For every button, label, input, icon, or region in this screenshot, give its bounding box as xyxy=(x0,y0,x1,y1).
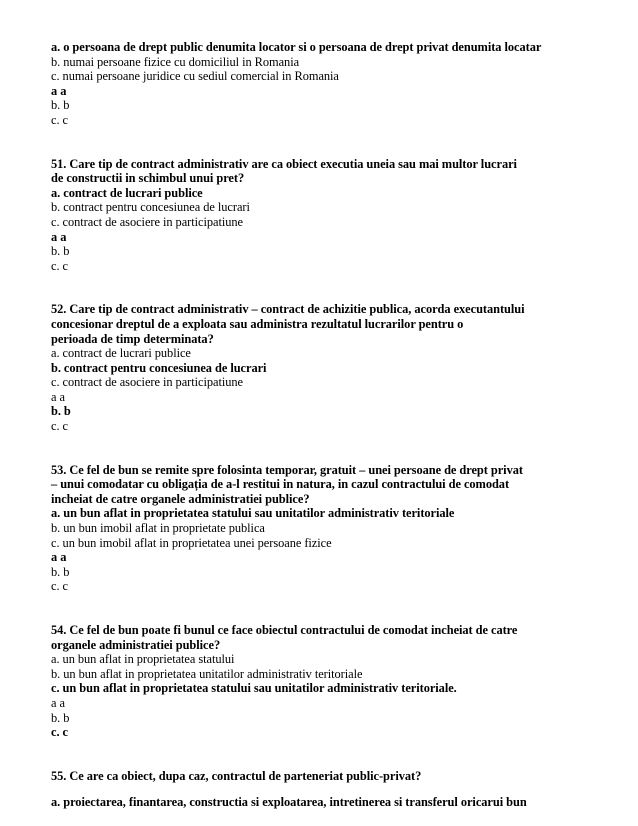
question-block xyxy=(51,302,611,433)
text-line: b. b xyxy=(51,244,70,259)
text-line: c. contract de asociere in participatiune xyxy=(51,375,243,390)
text-line: a a xyxy=(51,550,67,565)
text-line: c. numai persoane juridice cu sediul comercial in Romania xyxy=(51,69,339,84)
text-line: b. b xyxy=(51,98,70,113)
block-spacer xyxy=(51,783,611,795)
text-line: de constructii in schimbul unui pret? xyxy=(51,171,245,186)
block-spacer xyxy=(51,594,611,623)
text-line: c. c xyxy=(51,419,68,434)
question-line: a. o persoana de drept public denumita locator si o persoana de drept privat denumita locatar xyxy=(51,40,542,54)
text-line: b. contract pentru concesiunea de lucrari xyxy=(51,200,250,215)
text-line: perioada de timp determinata? xyxy=(51,331,214,346)
text-line: a. contract de lucrari publice xyxy=(51,346,191,361)
question-block xyxy=(51,40,611,128)
text-line: c. un bun imobil aflat in proprietatea unei persoane fizice xyxy=(51,535,332,550)
question-block xyxy=(51,795,611,810)
text-line: – unui comodatar cu obligația de a-l restitui in natura, in cazul contractului de comodat xyxy=(51,477,510,492)
text-line: b. numai persoane fizice cu domiciliul in Romania xyxy=(51,54,300,69)
block-spacer xyxy=(51,273,611,302)
text-line: concesionar dreptul de a exploata sau administra rezultatul lucrarilor pentru o xyxy=(51,316,464,331)
block-spacer xyxy=(51,128,611,157)
question-block xyxy=(51,157,611,274)
question-block xyxy=(51,769,611,784)
text-line: b. contract pentru concesiunea de lucrari xyxy=(51,360,267,375)
text-line: c. c xyxy=(51,258,68,273)
question-block xyxy=(51,623,611,740)
text-line: b. b xyxy=(51,710,70,725)
question-line: 52. Care tip de contract administrativ – contract de achizitie publica, acorda executantului xyxy=(51,302,525,317)
question-block xyxy=(51,463,611,594)
text-line: a a xyxy=(51,695,65,710)
text-line: c. c xyxy=(51,725,68,740)
text-line: a. un bun aflat in proprietatea statului xyxy=(51,652,235,667)
text-line: a. contract de lucrari publice xyxy=(51,185,203,200)
question-line: 51. Care tip de contract administrativ are ca obiect executia uneia sau mai multor lucrari xyxy=(51,156,517,171)
text-line: c. c xyxy=(51,112,68,127)
text-line: a a xyxy=(51,83,67,98)
text-line: b. b xyxy=(51,564,70,579)
text-line: c. c xyxy=(51,579,68,594)
question-line: 53. Ce fel de bun se remite spre folosinta temporar, gratuit – unei persoane de drept privat xyxy=(51,462,523,477)
text-line: c. contract de asociere in participatiune xyxy=(51,214,243,229)
text-line: a a xyxy=(51,389,65,404)
text-line: b. b xyxy=(51,404,71,419)
question-line: 55. Ce are ca obiect, dupa caz, contractul de parteneriat public-privat? xyxy=(51,768,422,783)
text-line: b. un bun imobil aflat in proprietate publica xyxy=(51,521,265,536)
text-line: c. un bun aflat in proprietatea statului sau unitatilor administrativ teritoriale. xyxy=(51,681,457,696)
text-line: a a xyxy=(51,229,67,244)
text-line: incheiat de catre organele administratiei publice? xyxy=(51,491,310,506)
block-spacer xyxy=(51,740,611,769)
block-spacer xyxy=(51,434,611,463)
text-line: b. un bun aflat in proprietatea unitatilor administrativ teritoriale xyxy=(51,666,363,681)
text-line: a. un bun aflat in proprietatea statului sau unitatilor administrativ teritoriale xyxy=(51,506,455,521)
text-line: organele administratiei publice? xyxy=(51,637,221,652)
question-line: 54. Ce fel de bun poate fi bunul ce face obiectul contractului de comodat incheiat de catre xyxy=(51,623,518,637)
question-line: a. proiectarea, finantarea, constructia si exploatarea, intretinerea si transferul oricarui bun xyxy=(51,795,527,810)
document-page xyxy=(51,40,611,810)
